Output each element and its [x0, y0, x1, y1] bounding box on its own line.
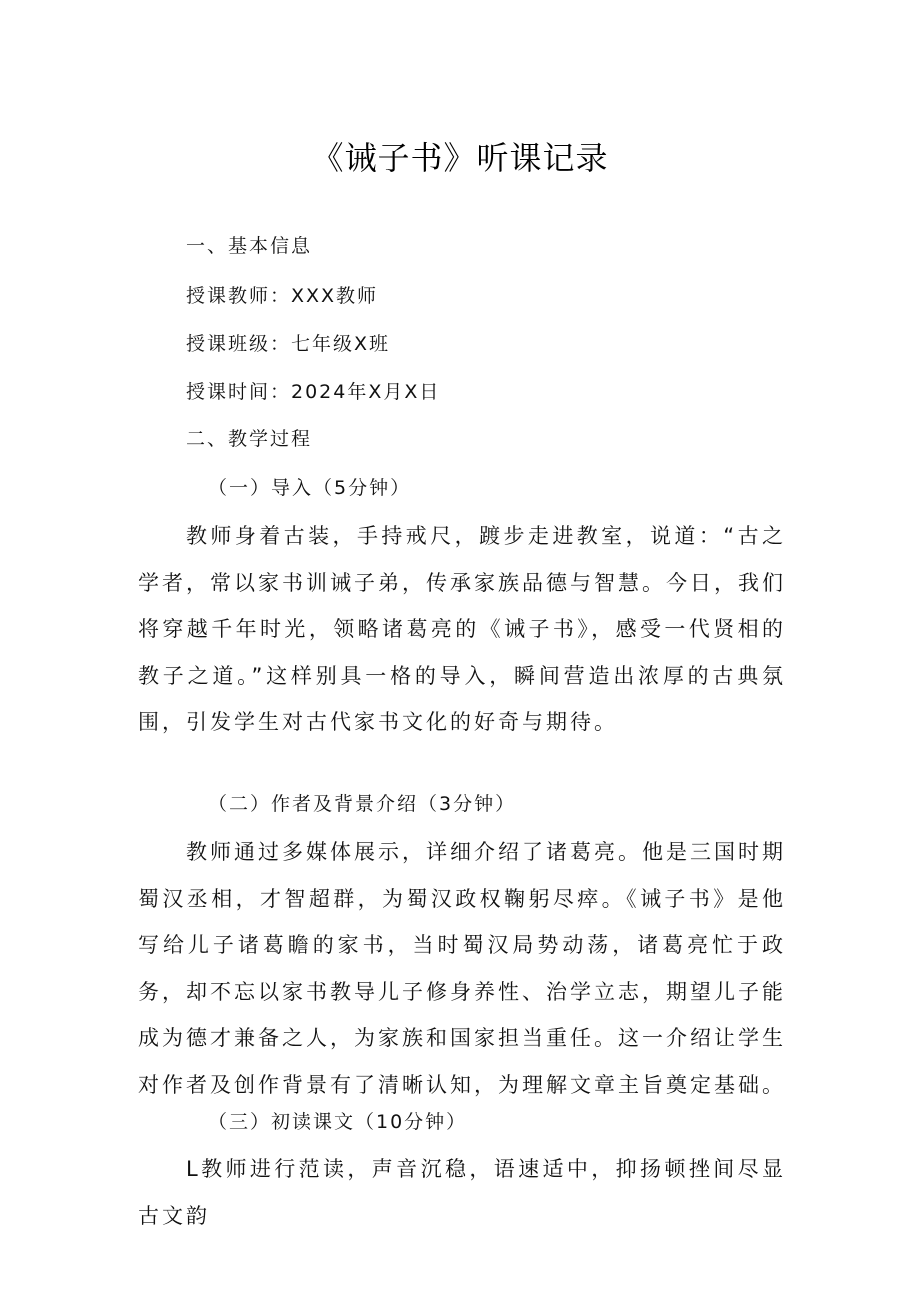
time-line: 授课时间：2024年X月X日 — [186, 381, 441, 403]
section-heading-teaching-process: 二、教学过程 — [186, 428, 313, 450]
section-heading-basic-info: 一、基本信息 — [186, 235, 313, 257]
subsection-heading-first-reading: （三）初读课文（10分钟） — [208, 1111, 468, 1133]
subsection-heading-introduction: （一）导入（5分钟） — [208, 477, 412, 499]
subsection-heading-author-background: （二）作者及背景介绍（3分钟） — [208, 793, 517, 815]
class-line: 授课班级：七年级X班 — [186, 333, 391, 355]
teacher-line: 授课教师：XXX教师 — [186, 285, 379, 307]
document-title: 《诫子书》听课记录 — [311, 139, 609, 177]
introduction-paragraph: 教师身着古装，手持戒尺，踱步走进教室，说道：“古之学者，常以家书训诫子弟，传承家族品德与智慧。今日，我们将穿越千年时光，领略诸葛亮的《诫子书》，感受一代贤相的教子之道。”这样别具一格的导入，瞬间营造出浓厚的古典氛围，引发学生对古代家书文化的好奇与期待。 — [138, 524, 786, 734]
first-reading-paragraph: L教师进行范读，声音沉稳，语速适中，抑扬顿挫间尽显古文韵 — [138, 1157, 786, 1228]
author-background-paragraph: 教师通过多媒体展示，详细介绍了诸葛亮。他是三国时期蜀汉丞相，才智超群，为蜀汉政权鞠躬尽瘁。《诫子书》是他写给儿子诸葛瞻的家书，当时蜀汉局势动荡，诸葛亮忙于政务，却不忘以家书教导儿子修身养性、治学立志，期望儿子能成为德才兼备之人，为家族和国家担当重任。这一介绍让学生对作者及创作背景有了清晰认知，为理解文章主旨奠定基础。 — [138, 840, 786, 1097]
